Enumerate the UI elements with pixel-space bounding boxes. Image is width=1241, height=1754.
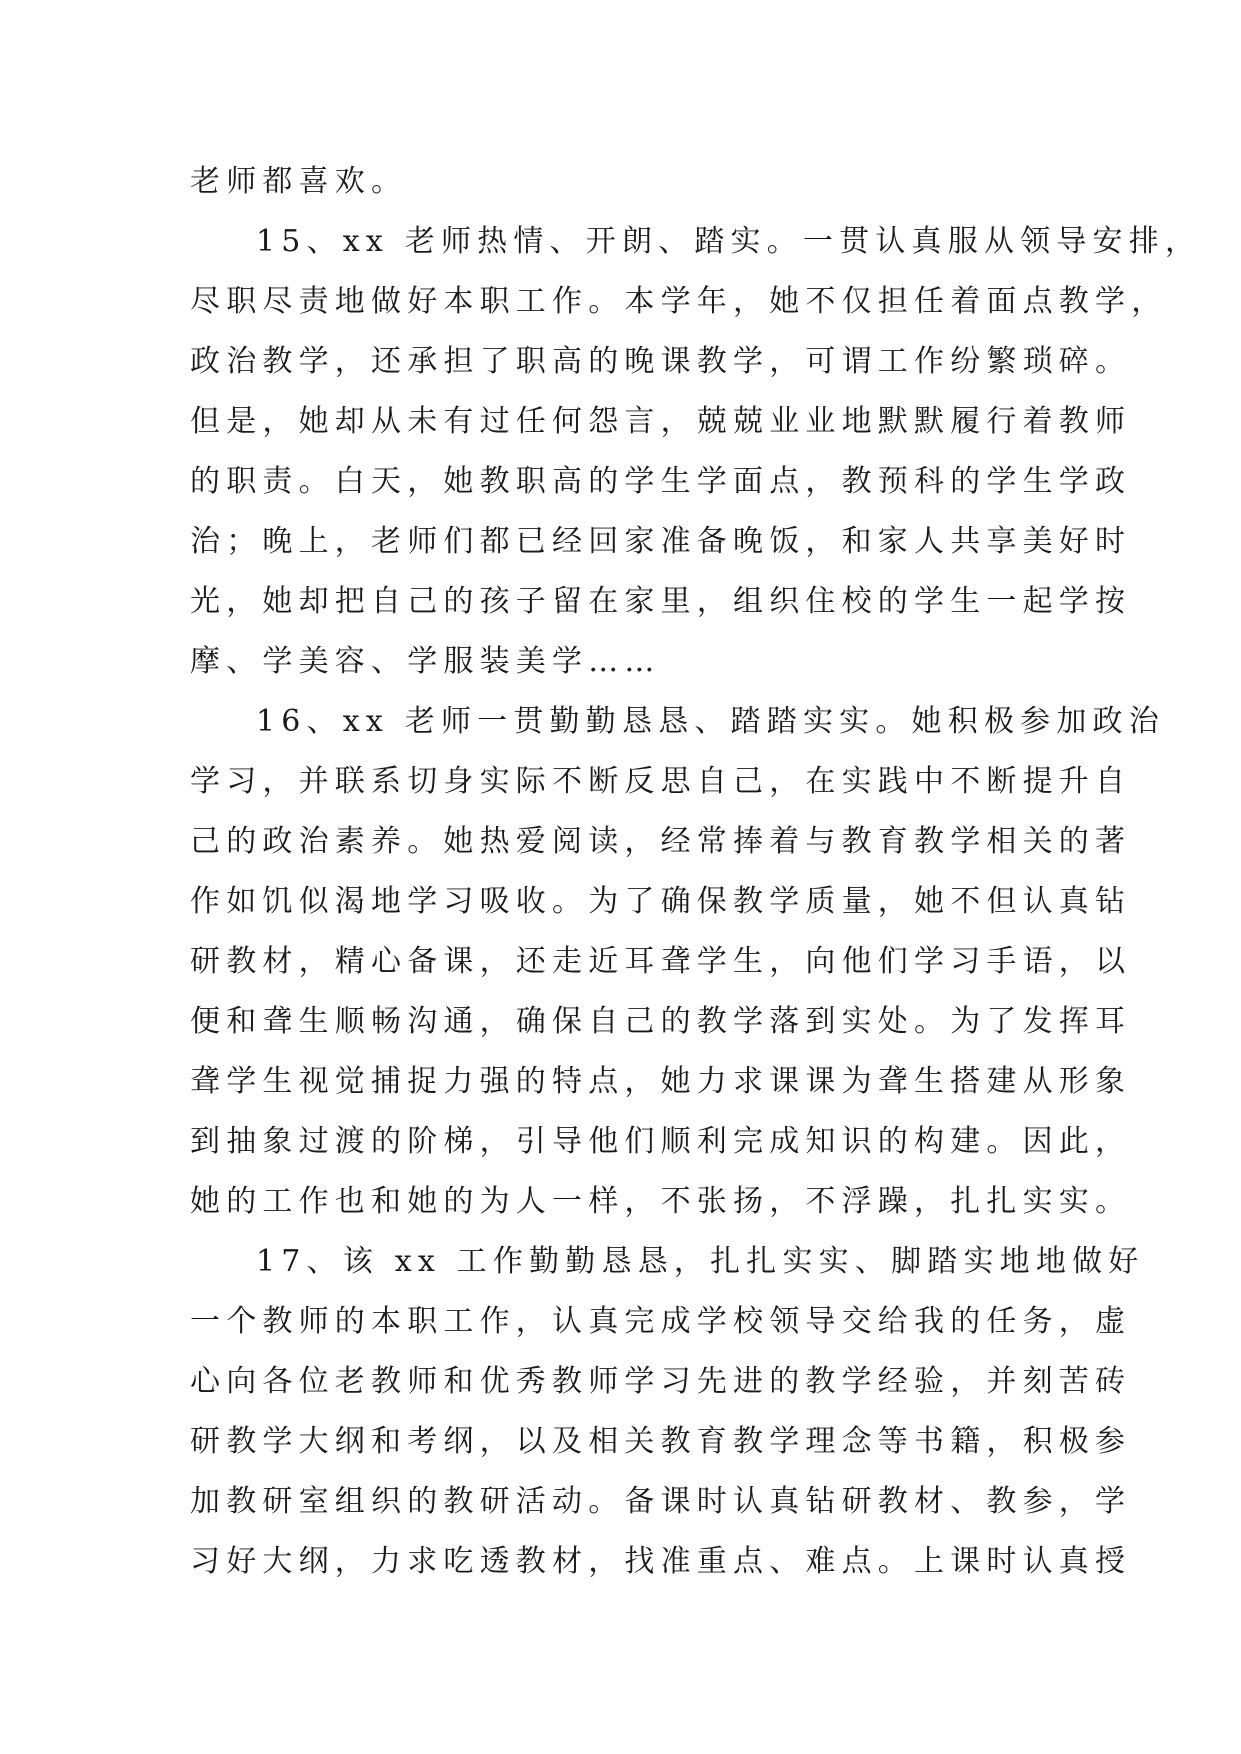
text-line: 老师都喜欢。	[190, 164, 408, 199]
text-line: 政治教学，还承担了职高的晚课教学，可谓工作纷繁琐碎。	[190, 344, 1132, 379]
text-line: 聋学生视觉捕捉力强的特点，她力求课课为聋生搭建从形象	[190, 1064, 1132, 1099]
text-line: 习好大纲，力求吃透教材，找准重点、难点。上课时认真授	[190, 1544, 1132, 1579]
text-line: 她的工作也和她的为人一样，不张扬，不浮躁，扎扎实实。	[190, 1184, 1132, 1219]
paragraph-first-line: 16、xx 老师一贯勤勤恳恳、踏踏实实。她积极参加政治	[256, 704, 1165, 739]
text-line: 一个教师的本职工作，认真完成学校领导交给我的任务，虚	[190, 1304, 1132, 1339]
paragraph-first-line: 17、该 xx 工作勤勤恳恳，扎扎实实、脚踏实地地做好	[256, 1244, 1145, 1279]
paragraph-first-line: 15、xx 老师热情、开朗、踏实。一贯认真服从领导安排，	[256, 224, 1202, 259]
text-line: 心向各位老教师和优秀教师学习先进的教学经验，并刻苦砖	[190, 1364, 1132, 1399]
text-line: 便和聋生顺畅沟通，确保自己的教学落到实处。为了发挥耳	[190, 1004, 1132, 1039]
text-line: 的职责。白天，她教职高的学生学面点，教预科的学生学政	[190, 464, 1132, 499]
text-line: 研教学大纲和考纲，以及相关教育教学理念等书籍，积极参	[190, 1424, 1132, 1459]
text-line: 尽职尽责地做好本职工作。本学年，她不仅担任着面点教学，	[190, 284, 1168, 319]
text-line: 光，她却把自己的孩子留在家里，组织住校的学生一起学按	[190, 584, 1132, 619]
text-line: 摩、学美容、学服装美学……	[190, 644, 661, 679]
text-line: 己的政治素养。她热爱阅读，经常捧着与教育教学相关的著	[190, 824, 1132, 859]
text-line: 作如饥似渴地学习吸收。为了确保教学质量，她不但认真钻	[190, 884, 1132, 919]
text-line: 治；晚上，老师们都已经回家准备晚饭，和家人共享美好时	[190, 524, 1132, 559]
text-line: 但是，她却从未有过任何怨言，兢兢业业地默默履行着教师	[190, 404, 1132, 439]
text-line: 到抽象过渡的阶梯，引导他们顺利完成知识的构建。因此，	[190, 1124, 1132, 1159]
text-line: 学习，并联系切身实际不断反思自己，在实践中不断提升自	[190, 764, 1132, 799]
body-text	[190, 152, 1202, 1592]
text-line: 研教材，精心备课，还走近耳聋学生，向他们学习手语，以	[190, 944, 1132, 979]
text-line: 加教研室组织的教研活动。备课时认真钻研教材、教参，学	[190, 1484, 1132, 1519]
